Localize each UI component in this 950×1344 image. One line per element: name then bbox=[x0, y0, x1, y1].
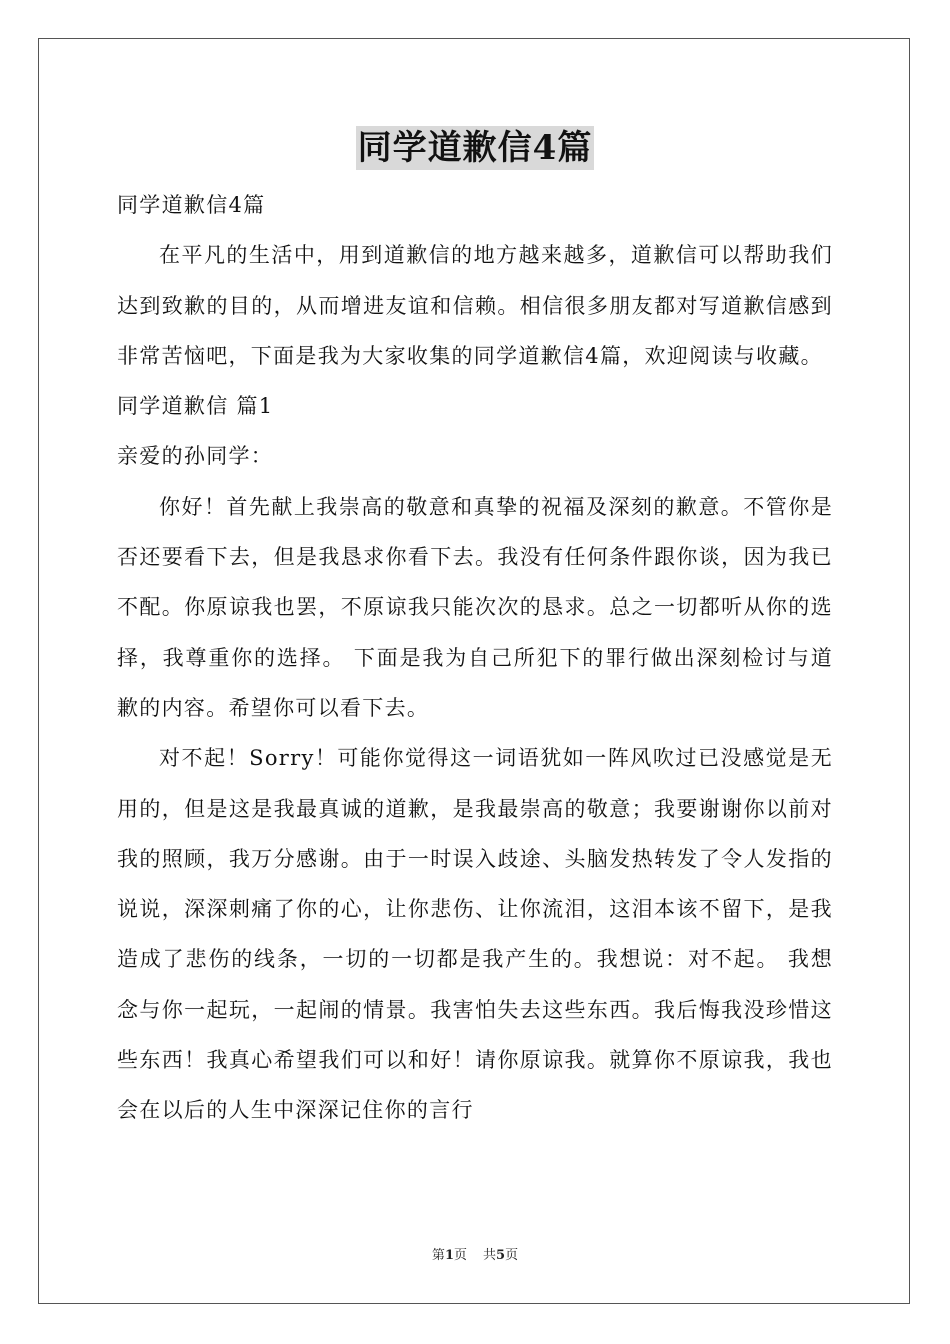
footer-total-suffix: 页 bbox=[505, 1248, 519, 1263]
document-body bbox=[117, 180, 833, 1136]
document-title: 同学道歉信4篇 bbox=[357, 128, 593, 168]
footer-total-prefix: 共 bbox=[483, 1248, 497, 1263]
body-paragraph: 你好！首先献上我崇高的敬意和真挚的祝福及深刻的歉意。不管你是否还要看下去，但是我恳求你看下去。我没有任何条件跟你谈，因为我已不配。你原谅我也罢，不原谅我只能次次的恳求。总之一切都听从你的选择，我尊重你的选择。 下面是我为自己所犯下的罪行做出深刻检讨与道歉的内容。希望你可以看下去。 bbox=[117, 494, 833, 720]
footer-prefix: 第 bbox=[431, 1248, 445, 1263]
page-footer bbox=[0, 1246, 950, 1266]
footer-page-number: 1 bbox=[444, 1248, 454, 1263]
footer-page-suffix: 页 bbox=[453, 1248, 467, 1263]
body-paragraph: 同学道歉信4篇 bbox=[117, 193, 266, 217]
section-heading: 同学道歉信 篇1 bbox=[117, 394, 274, 419]
salutation: 亲爱的孙同学： bbox=[117, 444, 274, 469]
body-paragraph: 对不起！Sorry！可能你觉得这一词语犹如一阵风吹过已没感觉是无用的，但是这是我最真诚的道歉，是我最崇高的敬意；我要谢谢你以前对我的照顾，我万分感谢。由于一时误入歧途、头脑发热转发了令人发指的说说，深深刺痛了你的心，让你悲伤、让你流泪，这泪本该不留下，是我造成了悲伤的线条，一切的一切都是我产生的。我想说：对不起。 我想念与你一起玩，一起闹的情景。我害怕失去这些东西。我后悔我没珍惜这些东西！我真心希望我们可以和好！请你原谅我。就算你不原谅我，我也会在以后的人生中深深记住你的言行 bbox=[117, 746, 833, 1123]
body-paragraph: 在平凡的生活中，用到道歉信的地方越来越多，道歉信可以帮助我们达到致歉的目的，从而增进友谊和信赖。相信很多朋友都对写道歉信感到非常苦恼吧，下面是我为大家收集的同学道歉信4篇，欢迎阅读与收藏。 bbox=[117, 243, 833, 368]
title-block bbox=[0, 126, 950, 170]
footer-total-pages: 5 bbox=[496, 1248, 506, 1263]
